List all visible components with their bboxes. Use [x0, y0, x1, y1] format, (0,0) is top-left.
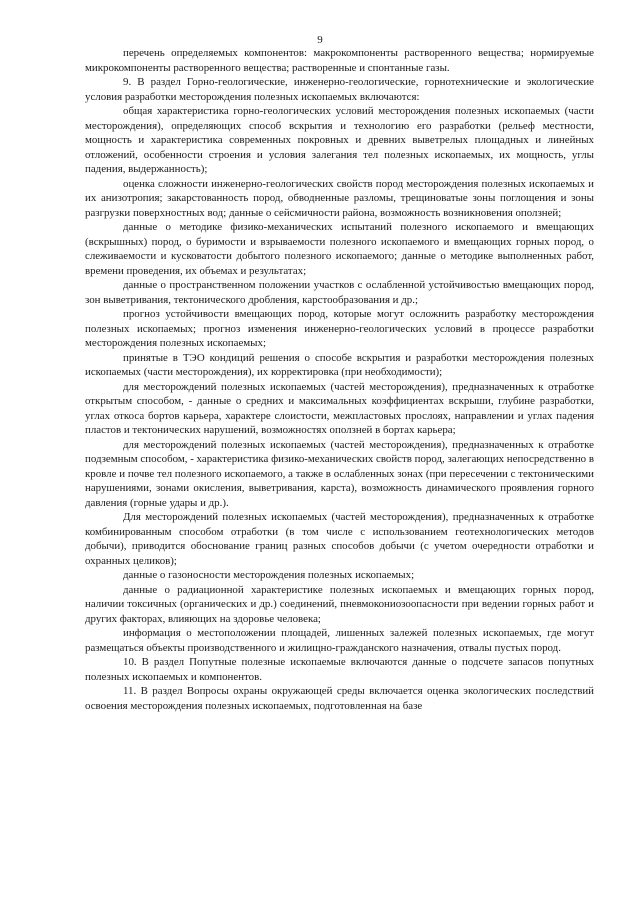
- paragraph-section-9-heading: 9. В раздел Горно-геологические, инженерно-геологические, горнотехнические и экологические условия разработки месторождения полезных ископаемых включаются:: [85, 76, 594, 103]
- paragraph-radiation: данные о радиационной характеристике полезных ископаемых и вмещающих горных пород, наличии токсичных (органических и др.) соединений, пневмокониозоопасности при ведении горных работ и других факторах, влияющих на здоровье человека;: [85, 583, 594, 625]
- document-body: [85, 46, 594, 713]
- paragraph-underground: для месторождений полезных ископаемых (частей месторождения), предназначенных к отработке подземным способом, - характеристика физико-механических свойств пород, залегающих непосредственно в кровле и почве тел полезного ископаемого, а также в ослабленных зонах (при пересечении с тектоническими нарушениями, зонами окисления, выветривания, карста), возможность динамического проявления горного давления (горные удары и др.).: [85, 438, 594, 509]
- paragraph-general-characteristics: общая характеристика горно-геологических условий месторождения полезных ископаемых (части месторождения), определяющих способ вскрытия и технологию его разработки (рельеф местности, мощность и характеристика современных покровных и древних выветрелых площадных и линейных отложений, особенности строения и условия залегания тел полезных ископаемых, их мощность, углы падения, выдержанность);: [85, 105, 594, 175]
- paragraph-combined-method: Для месторождений полезных ископаемых (частей месторождения), предназначенных к отработке комбинированным способом отработки (в том числе с использованием геотехнологических методов добычи), приводится обоснование границ разных способов добычи (с учетом очередности отработки и охранных целиков);: [85, 511, 594, 567]
- paragraph-section-10: 10. В раздел Попутные полезные ископаемые включаются данные о подсчете запасов попутных полезных ископаемых и компонентов.: [85, 656, 594, 683]
- paragraph-weak-zones: данные о пространственном положении участков с ослабленной устойчивостью вмещающих пород, зон выветривания, тектонического дробления, карстообразования и др.;: [85, 279, 594, 306]
- paragraph-engineering-complexity: оценка сложности инженерно-геологических свойств пород месторождения полезных ископаемых и их анизотропия; закарстованность пород, обводненные разломы, трещиноватые зоны поглощения и зоны разгрузки поверхностных вод; данные о сейсмичности района, возможность возникновения оползней;: [85, 177, 594, 219]
- paragraph-determined-components: перечень определяемых компонентов: макрокомпоненты растворенного вещества; нормируемые микрокомпоненты растворенного вещества; растворенные и спонтанные газы.: [85, 47, 594, 74]
- paragraph-gas-content: данные о газоносности месторождения полезных ископаемых;: [123, 569, 415, 581]
- paragraph-test-methodology: данные о методике физико-механических испытаний полезного ископаемого и вмещающих (вскрышных) пород, о буримости и взрываемости полезного ископаемого и вмещающих горных пород, о слеживаемости и кусковатости добытого полезного ископаемого; данные о методике выполненных работ, времени проведения, их объемах и результатах;: [85, 221, 594, 277]
- paragraph-open-pit: для месторождений полезных ископаемых (частей месторождения), предназначенных к отработке открытым способом, - данные о средних и максимальных коэффициентах вскрыши, глубине разработки, углах откоса бортов карьера, характере слоистости, межпластовых прослоях, направлении и углах падения пластов и тектонических нарушений, возможностях оползней в бортах карьера;: [85, 380, 594, 436]
- page-number: 9: [317, 34, 323, 46]
- paragraph-stability-forecast: прогноз устойчивости вмещающих пород, которые могут осложнить разработку месторождения полезных ископаемых; прогноз изменения инженерно-геологических условий в процессе разработки месторождения полезных ископаемых;: [85, 308, 594, 349]
- paragraph-section-11: 11. В раздел Вопросы охраны окружающей среды включается оценка экологических последствий освоения месторождения полезных ископаемых, подготовленная на базе: [85, 685, 594, 712]
- paragraph-barren-areas: информация о местоположении площадей, лишенных залежей полезных ископаемых, где могут размещаться объекты производственного и жилищно-гражданского назначения, отвалы пустых пород.: [85, 627, 594, 654]
- paragraph-teo-decisions: принятые в ТЭО кондиций решения о способе вскрытия и разработки месторождения полезных ископаемых (части месторождения), их корректировка (при необходимости);: [85, 351, 594, 378]
